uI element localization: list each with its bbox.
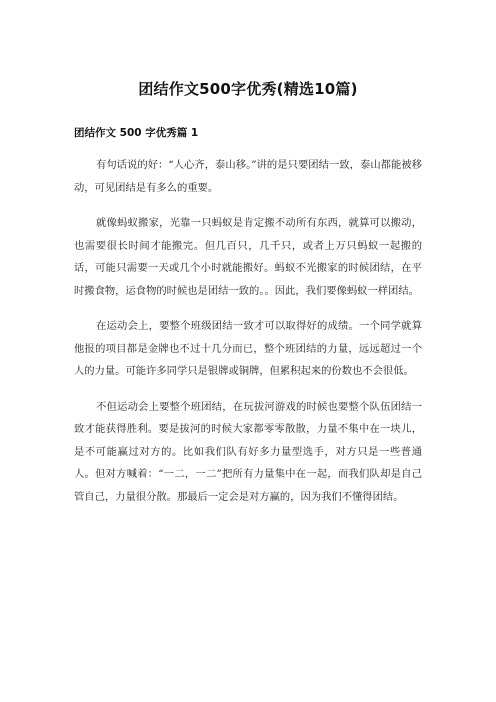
document-title: 团结作文500字优秀(精选10篇) xyxy=(138,80,358,98)
paragraph: 不但运动会上要整个班团结，在玩拔河游戏的时候也要整个队伍团结一致才能获得胜利。要是拔河的时候大家都零零散散，力量不集中在一块儿，是不可能赢过对方的。比如我们队有好多力量型选手，对方只是一些普通人。但对方喊着：“一二，一二”把所有力量集中在一起，而我们队却是自己管自己，力量很分散。那最后一定会是对方赢的，因为我们不懂得团结。 xyxy=(74,400,422,503)
section-heading: 团结作文 500 字优秀篇 1 xyxy=(74,127,199,139)
paragraph: 就像蚂蚁搬家，光靠一只蚂蚁是肯定搬不动所有东西，就算可以搬动，也需要很长时间才能搬完。但几百只，几千只，或者上万只蚂蚁一起搬的话，可能只需要一天或几个小时就能搬好。蚂蚁不光搬家的时候团结，在平时搬食物，运食物的时候也是团结一致的。。因此，我们要像蚂蚁一样团结。 xyxy=(74,217,422,297)
paragraph: 在运动会上，要整个班级团结一致才可以取得好的成绩。一个同学就算他报的项目都是金牌也不过十几分而已，整个班团结的力量，远远超过一个人的力量。可能许多同学只是银牌或铜牌，但累积起来的份数也不会很低。 xyxy=(74,320,422,377)
paragraph: 有句话说的好：“人心齐，泰山移。”讲的是只要团结一致，泰山都能被移动，可见团结是有多么的重要。 xyxy=(74,159,422,194)
document-body xyxy=(74,154,422,521)
